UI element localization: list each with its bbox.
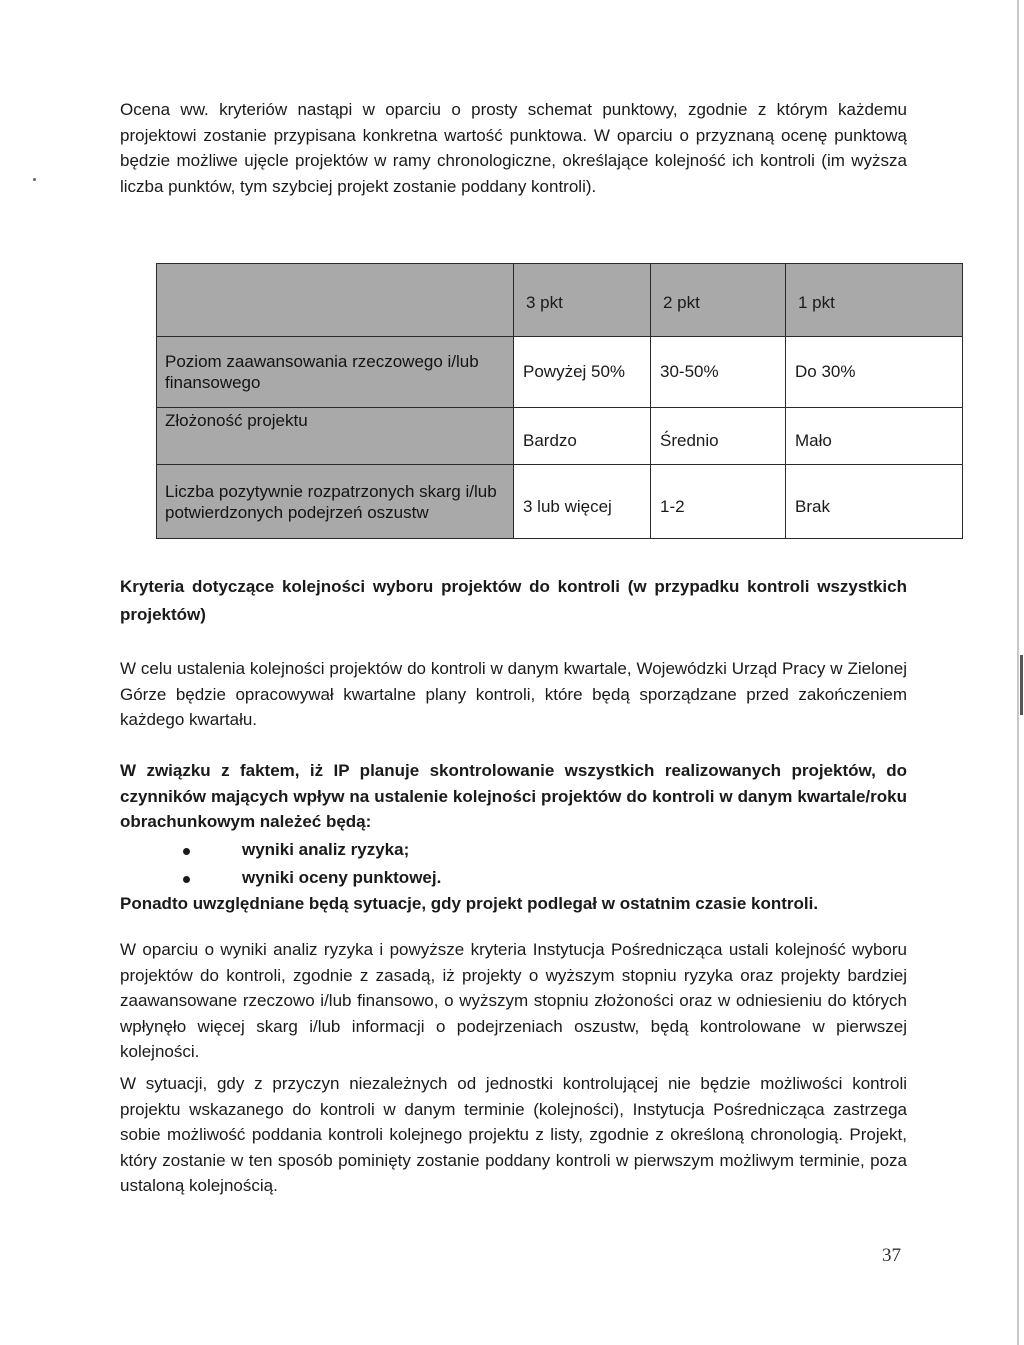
table-cell: Brak [786, 465, 963, 539]
table-corner-cell [157, 264, 514, 337]
page-number: 37 [882, 1245, 901, 1266]
quarterly-plan-paragraph: W celu ustalenia kolejności projektów do kontroli w danym kwartale, Wojewódzki Urząd Pracy w Zielonej Górze będzie opracowywał kwartalne plany kontroli, które będą sporządzane przed zakończeniem każdego kwartału. [120, 659, 907, 729]
exception-paragraph: W sytuacji, gdy z przyczyn niezależnych od jednostki kontrolującej nie będzie możliwości kontroli projektu wskazanego do kontroli w danym terminie (kolejności), Instytucja Pośrednicząca zastrzega sobie możliwość poddania kontroli kolejnego projektu z listy, zgodnie z określoną chronologią. Projekt, który zostanie w ten sposób pominięty zostanie poddany kontroli w pierwszym możliwym terminie, poza ustaloną kolejnością. [120, 1074, 907, 1195]
list-item: wyniki oceny punktowej. [120, 864, 907, 892]
row-label: Poziom zaawansowania rzeczowego i/lub finansowego [157, 337, 514, 408]
header-2pkt: 2 pkt [651, 264, 786, 337]
header-3pkt: 3 pkt [514, 264, 651, 337]
row-label: Liczba pozytywnie rozpatrzonych skarg i/lub potwierdzonych podejrzeń oszustw [157, 465, 514, 539]
additional-note: Ponadto uwzględniane będą sytuacje, gdy projekt podlegał w ostatnim czasie kontroli. [120, 894, 819, 913]
table-cell: Bardzo [514, 408, 651, 465]
table-row [157, 408, 963, 465]
intro-paragraph: Ocena ww. kryteriów nastąpi w oparciu o prosty schemat punktowy, zgodnie z którym każdemu projektowi zostanie przypisana konkretna wartość punktowa. W oparciu o przyznaną ocenę punktową będzie możliwe ujęcle projektów w ramy chronologiczne, określające kolejność ich kontroli (im wyższa liczba punktów, tym szybciej projekt zostanie poddany kontroli). [120, 100, 907, 196]
table-row [157, 465, 963, 539]
table-cell: 30-50% [651, 337, 786, 408]
table-cell: 1-2 [651, 465, 786, 539]
table-cell: Średnio [651, 408, 786, 465]
factors-paragraph: W związku z faktem, iż IP planuje skontrolowanie wszystkich realizowanych projektów, do czynników mających wpływ na ustalenie kolejności projektów do kontroli w danym kwartale/roku obrachunkowym należeć będą: [120, 761, 907, 831]
list-item: wyniki analiz ryzyka; [120, 836, 907, 864]
table-cell: 3 lub więcej [514, 465, 651, 539]
table-header-row [157, 264, 963, 337]
row-label: Złożoność projektu [157, 408, 514, 465]
section-heading: Kryteria dotyczące kolejności wyboru projektów do kontroli (w przypadku kontroli wszystkich projektów) [120, 577, 907, 624]
factors-list [120, 836, 907, 892]
scan-edge-mark [1020, 655, 1023, 715]
table-row [157, 337, 963, 408]
criteria-table [156, 263, 963, 539]
header-1pkt: 1 pkt [786, 264, 963, 337]
table-cell: Powyżej 50% [514, 337, 651, 408]
page-edge [1017, 0, 1019, 1345]
ordering-paragraph: W oparciu o wyniki analiz ryzyka i powyższe kryteria Instytucja Pośrednicząca ustali kolejność wyboru projektów do kontroli, zgodnie z zasadą, iż projekty o wyższym stopniu ryzyka oraz projekty bardziej zaawansowane rzeczowo i/lub finansowo, o wyższym stopniu złożoności oraz w odniesieniu do których wpłynęło więcej skarg i/lub informacji o podejrzeniach oszustw, będą kontrolowane w pierwszej kolejności. [120, 940, 907, 1061]
table-cell: Mało [786, 408, 963, 465]
table-cell: Do 30% [786, 337, 963, 408]
scan-speck [33, 178, 36, 181]
